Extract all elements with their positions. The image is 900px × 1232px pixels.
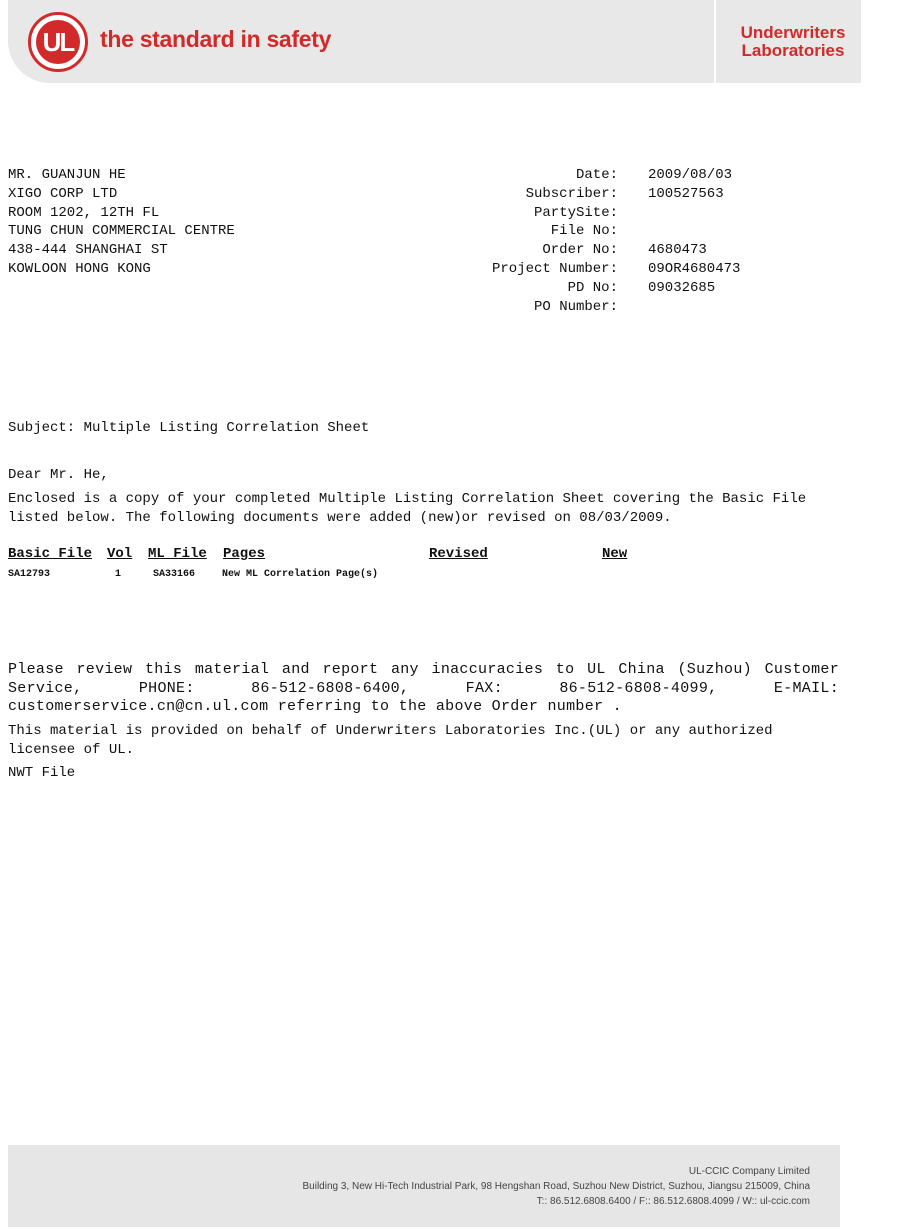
meta-label: PO Number: — [533, 298, 618, 315]
table-header-ml-file: ML File — [148, 546, 207, 562]
letter-salutation: Dear Mr. He, — [8, 467, 109, 483]
header-divider — [714, 0, 716, 83]
footer — [8, 1145, 840, 1227]
address-line: XIGO CORP LTD — [8, 185, 118, 202]
footer-company: UL-CCIC Company Limited — [688, 1166, 810, 1177]
meta-row-order-no — [440, 241, 740, 260]
meta-value: 09032685 — [648, 279, 716, 296]
table-cell-pages: New ML Correlation Page(s) — [222, 569, 379, 580]
table-header-basic-file: Basic File — [8, 546, 93, 562]
meta-label: Subscriber: — [525, 185, 618, 202]
recipient-address — [8, 166, 235, 279]
tagline: the standard in safety — [100, 26, 332, 52]
meta-row-date — [440, 166, 740, 185]
meta-label: File No: — [550, 223, 618, 240]
letter-subject: Subject: Multiple Listing Correlation Sheet — [8, 420, 370, 436]
table-header-new: New — [602, 546, 628, 562]
order-metadata — [440, 166, 740, 316]
table-cell-vol: 1 — [115, 569, 122, 580]
meta-value: 2009/08/03 — [648, 167, 733, 183]
address-line: ROOM 1202, 12TH FL — [8, 204, 160, 221]
ul-logo-mark: UL — [36, 20, 80, 64]
brand-line-1: Underwriters — [740, 23, 846, 42]
meta-label: Order No: — [542, 242, 618, 259]
meta-row-project-number — [440, 260, 740, 279]
footer-contact: T:: 86.512.6808.6400 / F:: 86.512.6808.4099 / W:: ul-ccic.com — [536, 1196, 810, 1207]
table-header-vol: Vol — [107, 546, 133, 562]
table-cell-basic-file: SA12793 — [8, 569, 51, 580]
meta-value: 4680473 — [648, 242, 707, 259]
meta-row-pd-no — [440, 279, 740, 298]
address-line: MR. GUANJUN HE — [8, 167, 126, 183]
meta-label: Project Number: — [491, 260, 618, 277]
footer-address: Building 3, New Hi-Tech Industrial Park, 98 Hengshan Road, Suzhou New District, Suzhou, Jiangsu 215009, China — [302, 1181, 810, 1192]
letter-intro: Enclosed is a copy of your completed Multiple Listing Correlation Sheet covering the Basic File listed below. The following documents were added (new)or revised on 08/03/2009. — [8, 491, 807, 526]
meta-label: PD No: — [567, 279, 618, 296]
ul-logo — [28, 12, 88, 72]
meta-row-subscriber — [440, 185, 740, 204]
table-header-revised: Revised — [429, 546, 488, 562]
meta-row-file-no — [440, 222, 740, 241]
brand-name — [718, 24, 868, 60]
meta-value: 09OR4680473 — [648, 260, 741, 277]
meta-row-po-number — [440, 298, 740, 317]
nwt-file-note: NWT File — [8, 765, 76, 781]
table-header-pages: Pages — [223, 546, 266, 562]
meta-row-partysite — [440, 204, 740, 223]
address-line: TUNG CHUN COMMERCIAL CENTRE — [8, 223, 235, 240]
meta-value: 100527563 — [648, 185, 724, 202]
review-instructions: Please review this material and report any inaccuracies to UL China (Suzhou) Customer Service, PHONE: 86-512-6808-6400, FAX: 86-512-6808-4099, E-MAIL: customerservice.cn@cn.ul.com referring to the above Order number . — [8, 661, 839, 715]
meta-label: Date: — [575, 167, 618, 183]
letterhead — [8, 0, 861, 83]
table-cell-ml-file: SA33166 — [153, 569, 196, 580]
address-line: KOWLOON HONG KONG — [8, 260, 151, 277]
meta-label: PartySite: — [533, 204, 618, 221]
address-line: 438-444 SHANGHAI ST — [8, 242, 168, 259]
disclaimer: This material is provided on behalf of Underwriters Laboratories Inc.(UL) or any authorized licensee of UL. — [8, 723, 773, 758]
footer-contact-block — [303, 1164, 811, 1209]
brand-line-2: Laboratories — [741, 41, 845, 60]
